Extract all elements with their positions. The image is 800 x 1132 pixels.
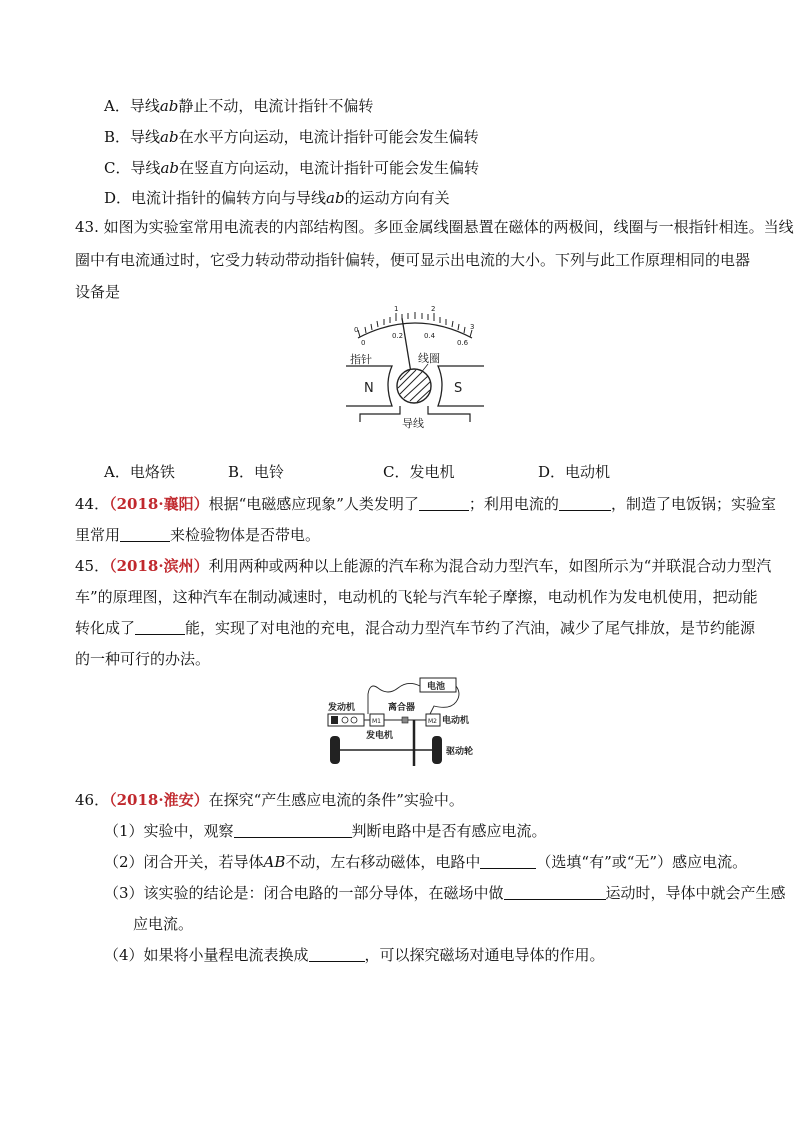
north-pole-label: N <box>364 381 374 396</box>
q45-line4: 的一种可行的办法。 <box>75 650 211 668</box>
q44-blank-2[interactable] <box>559 494 611 511</box>
q46-sub3-cont: 应电流。 <box>133 915 194 933</box>
scale-top-1: 1 <box>394 305 399 313</box>
q43-option-c: C．发电机 <box>383 463 455 481</box>
scale-top-2: 2 <box>431 305 436 313</box>
right-wheel <box>432 736 442 764</box>
engine-label: 发动机 <box>328 703 356 713</box>
q46-source: （2018·淮安） <box>109 791 209 809</box>
q46-blank-4[interactable] <box>309 945 365 962</box>
m1-label: M1 <box>372 718 381 725</box>
motor-label: 电动机 <box>442 716 470 726</box>
q43-option-a: A．电烙铁 <box>104 463 175 481</box>
scale-top-3: 3 <box>470 323 475 331</box>
q44-blank-3[interactable] <box>120 525 170 542</box>
q45-line2: 车”的原理图，这种汽车在制动减速时，电动机的飞轮与汽车轮子摩擦，电动机作为发电机使用，把动能 <box>75 588 758 606</box>
q46-blank-1[interactable] <box>234 821 352 838</box>
wire-label: 导线 <box>402 417 424 430</box>
left-wheel <box>330 736 340 764</box>
pointer-label: 指针 <box>350 353 372 366</box>
coil-label: 线圈 <box>418 352 440 365</box>
q43-option-b: B．电铃 <box>228 463 285 481</box>
m2-label: M2 <box>428 718 437 725</box>
scale-top-0: 0 <box>354 326 359 334</box>
ammeter-structure-figure <box>340 300 490 430</box>
q43-line3: 设备是 <box>75 283 121 301</box>
scale-bottom-1: 0.2 <box>392 332 404 340</box>
q46-sub4: （4）如果将小量程电流表换成 ，可以探究磁场对通电导体的作用。 <box>104 946 605 964</box>
q42-option-c: C．导线ab在竖直方向运动，电流计指针可能会发生偏转 <box>104 159 480 177</box>
battery-label: 电池 <box>427 682 446 692</box>
q43-line1: 43. 如图为实验室常用电流表的内部结构图。多匝金属线圈悬置在磁体的两极间，线圈与一根指针相连。当线 <box>75 218 794 236</box>
q46-sub3: （3）该实验的结论是：闭合电路的一部分导体，在磁场中做 运动时，导体中就会产生感 <box>104 884 786 902</box>
q45-source: （2018·滨州） <box>109 557 209 575</box>
q46-sub1: （1）实验中，观察 判断电路中是否有感应电流。 <box>104 822 547 840</box>
south-pole-label: S <box>454 381 463 396</box>
scale-ticks <box>358 312 475 337</box>
drive-wheel-label: 驱动轮 <box>446 747 474 757</box>
scale-bottom-0: 0 <box>361 339 366 347</box>
q45-line3: 转化成了 能，实现了对电池的充电，混合动力型汽车节约了汽油，减少了尾气排放，是节约能源 <box>75 619 756 637</box>
q44-source: （2018·襄阳） <box>109 495 209 513</box>
q44-line2: 里常用 来检验物体是否带电。 <box>75 526 321 544</box>
q42-option-d: D．电流计指针的偏转方向与导线ab的运动方向有关 <box>104 189 450 207</box>
q45-blank-1[interactable] <box>135 618 185 635</box>
generator-label: 发电机 <box>366 731 394 741</box>
clutch <box>402 717 408 723</box>
scale-bottom-2: 0.4 <box>424 332 436 340</box>
q46-sub2: （2）闭合开关，若导体AB不动，左右移动磁体，电路中 （选填“有”或“无”）感应电流。 <box>104 853 748 871</box>
q43-line2: 圈中有电流通过时，它受力转动带动指针偏转，便可显示出电流的大小。下列与此工作原理相同的电器 <box>75 251 751 269</box>
q46-blank-2[interactable] <box>480 852 536 869</box>
q46-title: 46．（2018·淮安）在探究“产生感应电流的条件”实验中。 <box>75 791 464 809</box>
q43-option-d: D．电动机 <box>538 463 611 481</box>
hybrid-car-principle-figure <box>326 676 516 776</box>
clutch-label: 离合器 <box>388 703 416 713</box>
q44-blank-1[interactable] <box>419 494 469 511</box>
q46-blank-3[interactable] <box>504 883 606 900</box>
q42-option-b: B．导线ab在水平方向运动，电流计指针可能会发生偏转 <box>104 128 479 146</box>
q44-line1: 44．（2018·襄阳）根据“电磁感应现象”人类发明了 ；利用电流的 ，制造了电饭锅；实验室 <box>75 495 776 513</box>
q42-option-a: A．导线ab静止不动，电流计指针不偏转 <box>104 97 374 115</box>
q45-line1: 45．（2018·滨州）利用两种或两种以上能源的汽车称为混合动力型汽车，如图所示为“并联混合动力型汽 <box>75 557 772 575</box>
scale-arc <box>358 323 475 338</box>
scale-bottom-3: 0.6 <box>457 339 469 347</box>
